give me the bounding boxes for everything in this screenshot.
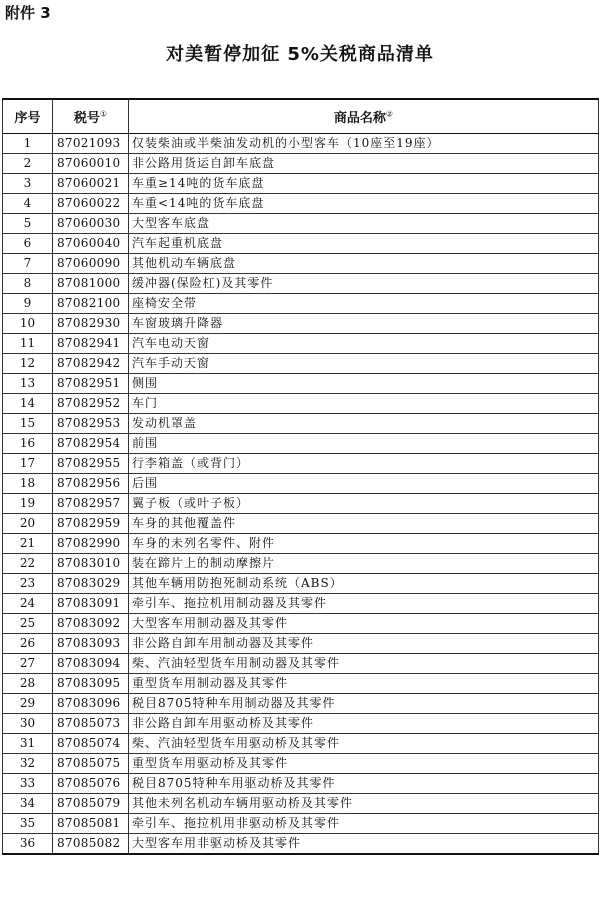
row-tariff-code: 87082955 — [53, 454, 129, 474]
row-tariff-code: 87060040 — [53, 234, 129, 254]
table-row — [3, 514, 599, 534]
row-product-name: 行李箱盖（或背门） — [129, 454, 599, 474]
row-tariff-code: 87082953 — [53, 414, 129, 434]
row-tariff-code: 87082956 — [53, 474, 129, 494]
row-product-name: 柴、汽油轻型货车用制动器及其零件 — [129, 654, 599, 674]
row-product-name: 汽车起重机底盘 — [129, 234, 599, 254]
row-number: 11 — [3, 334, 53, 354]
row-tariff-code: 87060022 — [53, 194, 129, 214]
row-tariff-code: 87082942 — [53, 354, 129, 374]
table-body — [3, 134, 599, 855]
row-tariff-code: 87085075 — [53, 754, 129, 774]
row-tariff-code: 87060090 — [53, 254, 129, 274]
row-tariff-code: 87082100 — [53, 294, 129, 314]
row-product-name: 发动机罩盖 — [129, 414, 599, 434]
table-row — [3, 834, 599, 855]
row-number: 34 — [3, 794, 53, 814]
table-row — [3, 134, 599, 154]
row-tariff-code: 87082951 — [53, 374, 129, 394]
row-tariff-code: 87082990 — [53, 534, 129, 554]
row-number: 16 — [3, 434, 53, 454]
row-tariff-code: 87082954 — [53, 434, 129, 454]
row-tariff-code: 87081000 — [53, 274, 129, 294]
table-row — [3, 674, 599, 694]
header-name-note: ② — [385, 109, 394, 119]
table-row — [3, 214, 599, 234]
row-tariff-code: 87082957 — [53, 494, 129, 514]
row-number: 9 — [3, 294, 53, 314]
row-tariff-code: 87082941 — [53, 334, 129, 354]
row-number: 15 — [3, 414, 53, 434]
table-row — [3, 454, 599, 474]
row-number: 21 — [3, 534, 53, 554]
row-product-name: 翼子板（或叶子板） — [129, 494, 599, 514]
table-row — [3, 414, 599, 434]
row-number: 17 — [3, 454, 53, 474]
row-tariff-code: 87085081 — [53, 814, 129, 834]
row-number: 14 — [3, 394, 53, 414]
row-product-name: 仅装柴油或半柴油发动机的小型客车（10座至19座） — [129, 134, 599, 154]
table-row — [3, 194, 599, 214]
row-number: 26 — [3, 634, 53, 654]
row-number: 13 — [3, 374, 53, 394]
table-row — [3, 354, 599, 374]
row-tariff-code: 87083093 — [53, 634, 129, 654]
row-tariff-code: 87085076 — [53, 774, 129, 794]
table-row — [3, 574, 599, 594]
row-product-name: 重型货车用制动器及其零件 — [129, 674, 599, 694]
table-row — [3, 534, 599, 554]
row-product-name: 汽车手动天窗 — [129, 354, 599, 374]
table-row — [3, 814, 599, 834]
table-row — [3, 554, 599, 574]
row-number: 10 — [3, 314, 53, 334]
row-number: 18 — [3, 474, 53, 494]
row-product-name: 非公路自卸车用制动器及其零件 — [129, 634, 599, 654]
row-number: 3 — [3, 174, 53, 194]
row-tariff-code: 87060010 — [53, 154, 129, 174]
row-number: 32 — [3, 754, 53, 774]
attachment-label: 附件 3 — [5, 4, 51, 22]
row-product-name: 大型客车用制动器及其零件 — [129, 614, 599, 634]
table-row — [3, 594, 599, 614]
row-number: 33 — [3, 774, 53, 794]
row-product-name: 其他机动车辆底盘 — [129, 254, 599, 274]
row-tariff-code: 87085073 — [53, 714, 129, 734]
row-number: 29 — [3, 694, 53, 714]
row-tariff-code: 87083096 — [53, 694, 129, 714]
row-product-name: 车门 — [129, 394, 599, 414]
row-tariff-code: 87085074 — [53, 734, 129, 754]
row-number: 4 — [3, 194, 53, 214]
tariff-table — [2, 98, 599, 855]
row-product-name: 其他车辆用防抱死制动系统（ABS） — [129, 574, 599, 594]
row-tariff-code: 87060030 — [53, 214, 129, 234]
row-tariff-code: 87082952 — [53, 394, 129, 414]
row-number: 36 — [3, 834, 53, 855]
row-product-name: 牵引车、拖拉机用非驱动桥及其零件 — [129, 814, 599, 834]
row-product-name: 装在蹄片上的制动摩擦片 — [129, 554, 599, 574]
row-number: 22 — [3, 554, 53, 574]
row-number: 8 — [3, 274, 53, 294]
table-row — [3, 334, 599, 354]
table-row — [3, 274, 599, 294]
row-product-name: 后围 — [129, 474, 599, 494]
table-row — [3, 734, 599, 754]
row-number: 6 — [3, 234, 53, 254]
table-row — [3, 374, 599, 394]
row-number: 20 — [3, 514, 53, 534]
table-row — [3, 754, 599, 774]
row-tariff-code: 87083029 — [53, 574, 129, 594]
row-number: 7 — [3, 254, 53, 274]
table-row — [3, 694, 599, 714]
row-number: 27 — [3, 654, 53, 674]
row-tariff-code: 87083092 — [53, 614, 129, 634]
row-tariff-code: 87085082 — [53, 834, 129, 855]
row-number: 5 — [3, 214, 53, 234]
row-product-name: 大型客车用非驱动桥及其零件 — [129, 834, 599, 855]
table-row — [3, 614, 599, 634]
row-tariff-code: 87082959 — [53, 514, 129, 534]
row-product-name: 车重<14吨的货车底盘 — [129, 194, 599, 214]
table-row — [3, 774, 599, 794]
table-row — [3, 634, 599, 654]
row-product-name: 非公路用货运自卸车底盘 — [129, 154, 599, 174]
row-number: 1 — [3, 134, 53, 154]
row-product-name: 税目8705特种车用制动器及其零件 — [129, 694, 599, 714]
table-row — [3, 174, 599, 194]
row-product-name: 其他未列名机动车辆用驱动桥及其零件 — [129, 794, 599, 814]
table-row — [3, 474, 599, 494]
table-row — [3, 434, 599, 454]
row-product-name: 税目8705特种车用驱动桥及其零件 — [129, 774, 599, 794]
table-row — [3, 234, 599, 254]
row-product-name: 柴、汽油轻型货车用驱动桥及其零件 — [129, 734, 599, 754]
row-product-name: 车身的其他覆盖件 — [129, 514, 599, 534]
table-row — [3, 314, 599, 334]
row-tariff-code: 87060021 — [53, 174, 129, 194]
row-number: 2 — [3, 154, 53, 174]
row-number: 28 — [3, 674, 53, 694]
row-product-name: 非公路自卸车用驱动桥及其零件 — [129, 714, 599, 734]
row-tariff-code: 87021093 — [53, 134, 129, 154]
table-row — [3, 154, 599, 174]
row-number: 12 — [3, 354, 53, 374]
row-product-name: 牵引车、拖拉机用制动器及其零件 — [129, 594, 599, 614]
table-row — [3, 494, 599, 514]
row-tariff-code: 87085079 — [53, 794, 129, 814]
row-product-name: 侧围 — [129, 374, 599, 394]
table-header-row — [3, 99, 599, 134]
row-tariff-code: 87083091 — [53, 594, 129, 614]
table-row — [3, 654, 599, 674]
row-number: 19 — [3, 494, 53, 514]
row-number: 24 — [3, 594, 53, 614]
header-code: 税号① — [53, 99, 129, 134]
row-product-name: 大型客车底盘 — [129, 214, 599, 234]
header-name: 商品名称② — [129, 99, 599, 134]
row-tariff-code: 87082930 — [53, 314, 129, 334]
row-number: 23 — [3, 574, 53, 594]
row-tariff-code: 87083095 — [53, 674, 129, 694]
table-row — [3, 294, 599, 314]
table-row — [3, 254, 599, 274]
table-row — [3, 794, 599, 814]
document-title: 对美暂停加征 5%关税商品清单 — [166, 44, 434, 65]
row-product-name: 车窗玻璃升降器 — [129, 314, 599, 334]
row-product-name: 汽车电动天窗 — [129, 334, 599, 354]
row-number: 31 — [3, 734, 53, 754]
row-tariff-code: 87083010 — [53, 554, 129, 574]
row-product-name: 车重≥14吨的货车底盘 — [129, 174, 599, 194]
table-row — [3, 394, 599, 414]
header-code-note: ① — [99, 109, 108, 119]
row-number: 30 — [3, 714, 53, 734]
row-product-name: 缓冲器(保险杠)及其零件 — [129, 274, 599, 294]
row-product-name: 前围 — [129, 434, 599, 454]
row-number: 35 — [3, 814, 53, 834]
row-product-name: 座椅安全带 — [129, 294, 599, 314]
row-number: 25 — [3, 614, 53, 634]
table-row — [3, 714, 599, 734]
row-product-name: 重型货车用驱动桥及其零件 — [129, 754, 599, 774]
row-product-name: 车身的未列名零件、附件 — [129, 534, 599, 554]
row-tariff-code: 87083094 — [53, 654, 129, 674]
header-no: 序号 — [3, 99, 53, 134]
